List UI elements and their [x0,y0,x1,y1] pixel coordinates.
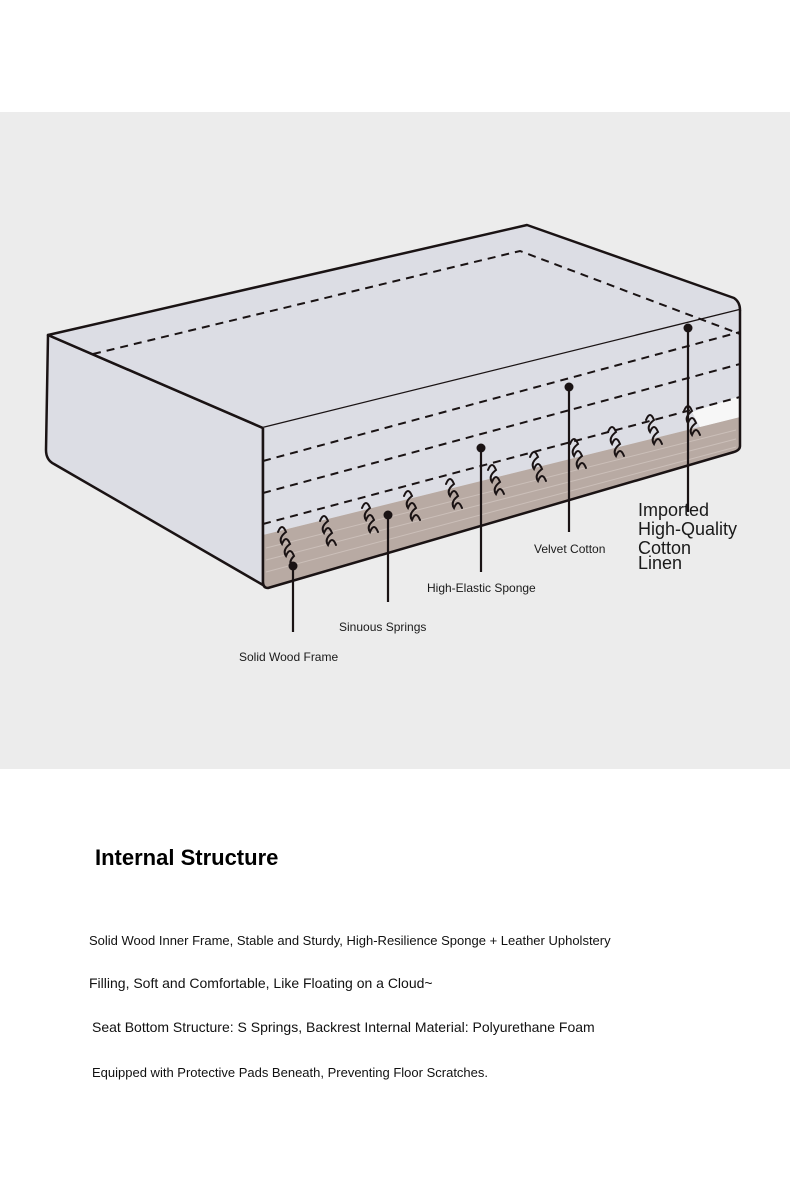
structure-diagram-panel [0,112,790,769]
description-line-4: Equipped with Protective Pads Beneath, Preventing Floor Scratches. [92,1065,488,1080]
label-high-elastic-sponge: High-Elastic Sponge [427,581,536,595]
label-cotton-linen-line4: Linen [638,553,683,573]
cushion-cutaway-diagram [0,112,790,769]
label-velvet-cotton: Velvet Cotton [534,542,606,556]
label-cotton-linen-line1: Imported [638,500,710,520]
label-sinuous-springs: Sinuous Springs [339,620,427,634]
label-solid-wood-frame: Solid Wood Frame [239,650,339,664]
section-title: Internal Structure [95,845,279,870]
description-line-3: Seat Bottom Structure: S Springs, Backrest Internal Material: Polyurethane Foam [92,1019,595,1035]
description-line-2: Filling, Soft and Comfortable, Like Floating on a Cloud~ [89,975,433,991]
description-line-1: Solid Wood Inner Frame, Stable and Sturdy, High-Resilience Sponge + Leather Upholstery [89,933,611,948]
label-cotton-linen-line3: Cotton [638,538,692,558]
label-cotton-linen-line2: High-Quality [638,519,738,539]
